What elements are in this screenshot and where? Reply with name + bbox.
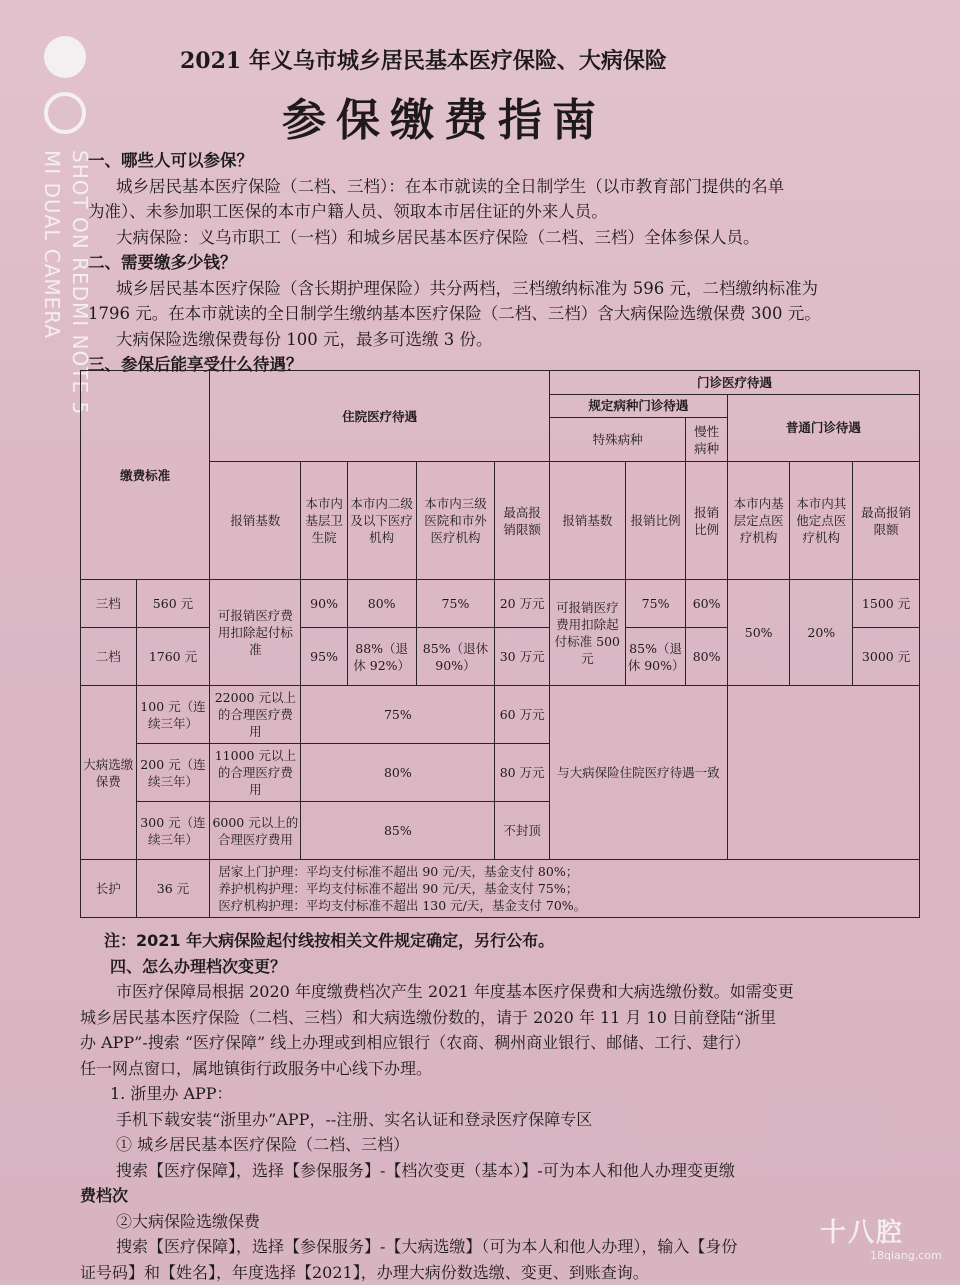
header-sp-ratio: 报销比例 (625, 462, 686, 580)
paragraph: 1. 浙里办 APP： (80, 1081, 940, 1107)
bottom-sections (80, 928, 940, 1285)
header-max: 最高报销限额 (495, 462, 550, 580)
header-specified: 规定病种门诊待遇 (549, 394, 727, 418)
table-row: 200 元（连续三年） 11000 元以上的合理医疗费用 80% 80 万元 (81, 744, 920, 802)
header-chronic: 慢性病种 (686, 418, 727, 462)
paragraph: 办 APP”-搜索 “医疗保障” 线上办理或到相应银行（农商、稠州商业银行、邮储、工行、建行） (80, 1030, 940, 1056)
paragraph: 证号码】和【姓名】，年度选择【2021】，办理大病份数选缴、变更、到账查询。 (80, 1260, 940, 1285)
paragraph: 大病保险选缴保费每份 100 元，最多可选缴 3 份。 (88, 327, 938, 353)
table-row: 大病选缴保费 100 元（连续三年） 22000 元以上的合理医疗费用 75% 60 万元 与大病保险住院医疗待遇一致 (81, 686, 920, 744)
paragraph: 费档次 (80, 1183, 940, 1209)
header-c3: 本市内三级医院和市外医疗机构 (416, 462, 495, 580)
header-inpatient: 住院医疗待遇 (210, 371, 550, 462)
note: 注：2021 年大病保险起付线按相关文件规定确定，另行公布。 (80, 928, 940, 954)
paragraph: ②大病保险选缴保费 (80, 1209, 940, 1235)
paragraph: 1796 元。在本市就读的全日制学生缴纳基本医疗保险（二档、三档）含大病保险选缴保费 300 元。 (88, 301, 938, 327)
header-g2: 本市内其他定点医疗机构 (790, 462, 853, 580)
section-2-heading: 二、需要缴多少钱？ (88, 250, 938, 276)
section-4-heading: 四、怎么办理档次变更？ (80, 954, 940, 980)
table-row: 300 元（连续三年） 6000 元以上的合理医疗费用 85% 不封顶 (81, 802, 920, 860)
paragraph: 市医疗保障局根据 2020 年度缴费档次产生 2021 年度基本医疗保费和大病选缴份数。如需变更 (80, 979, 940, 1005)
header-c2: 本市内二级及以下医疗机构 (347, 462, 416, 580)
header-special: 特殊病种 (549, 418, 685, 462)
paragraph: 城乡居民基本医疗保险（二档、三档）和大病选缴份数的，请于 2020 年 11 月 10 日前登陆“浙里 (80, 1005, 940, 1031)
header-sp-base: 报销基数 (549, 462, 625, 580)
paragraph: 手机下载安装“浙里办”APP，--注册、实名认证和登录医疗保障专区 (80, 1107, 940, 1133)
header-outpatient: 门诊医疗待遇 (549, 371, 919, 395)
header-general: 普通门诊待遇 (727, 394, 919, 461)
site-logo: 十八腔 18qiang.com (820, 1212, 950, 1270)
header-g1: 本市内基层定点医疗机构 (727, 462, 790, 580)
document-subtitle: 参保缴费指南 (282, 84, 606, 148)
paragraph: 城乡居民基本医疗保险（二档、三档）：在本市就读的全日制学生（以市教育部门提供的名单 (88, 174, 938, 200)
header-standard: 缴费标准 (81, 371, 210, 580)
table-row: 长护 36 元 居家上门护理：平均支付标准不超出 90 元/天，基金支付 80%； 养护机构护理：平均支付标准不超出 90 元/天，基金支付 75%； 医疗机构护理：平均支付标准不超出 130 元/天，基金支付 70%。 (81, 860, 920, 918)
paragraph: 城乡居民基本医疗保险（含长期护理保险）共分两档，三档缴纳标准为 596 元，二档缴纳标准为 (88, 276, 938, 302)
header-ch-ratio: 报销比例 (686, 462, 727, 580)
paragraph: 搜索【医疗保障】，选择【参保服务】-【大病选缴】（可为本人和他人办理），输入【身份 (80, 1234, 940, 1260)
header-base: 报销基数 (210, 462, 301, 580)
section-3-heading: 三、参保后能享受什么待遇？ (88, 352, 938, 378)
paragraph: 任一网点窗口，属地镇街行政服务中心线下办理。 (80, 1056, 940, 1082)
table-row: 二档 1760 元 95% 88%（退休 92%） 85%（退休 90%） 30 万元 85%（退休 90%） 80% 3000 元 (81, 628, 920, 686)
paragraph: ① 城乡居民基本医疗保险（二档、三档） (80, 1132, 940, 1158)
paragraph: 为准）、未参加职工医保的本市户籍人员、领取本市居住证的外来人员。 (88, 199, 938, 225)
paragraph: 大病保险：义乌市职工（一档）和城乡居民基本医疗保险（二档、三档）全体参保人员。 (88, 225, 938, 251)
paragraph: 搜索【医疗保障】，选择【参保服务】-【档次变更（基本）】-可为本人和他人办理变更缴 (80, 1158, 940, 1184)
table-row: 三档 560 元 可报销医疗费用扣除起付标准 90% 80% 75% 20 万元 可报销医疗费用扣除起付标准 500 元 75% 60% 50% 20% 1500 元 (81, 580, 920, 628)
document-title: 2021 年义乌市城乡居民基本医疗保险、大病保险 (180, 44, 667, 75)
intro-sections (88, 148, 938, 378)
benefits-table (80, 370, 920, 918)
camera-watermark-text: SHOT ON REDMI NOTE 5 MI DUAL CAMERA (38, 150, 94, 415)
header-gmax: 最高报销限额 (853, 462, 920, 580)
section-1-heading: 一、哪些人可以参保？ (88, 148, 938, 174)
camera-watermark-icon (44, 36, 90, 134)
header-c1: 本市内基层卫生院 (301, 462, 347, 580)
